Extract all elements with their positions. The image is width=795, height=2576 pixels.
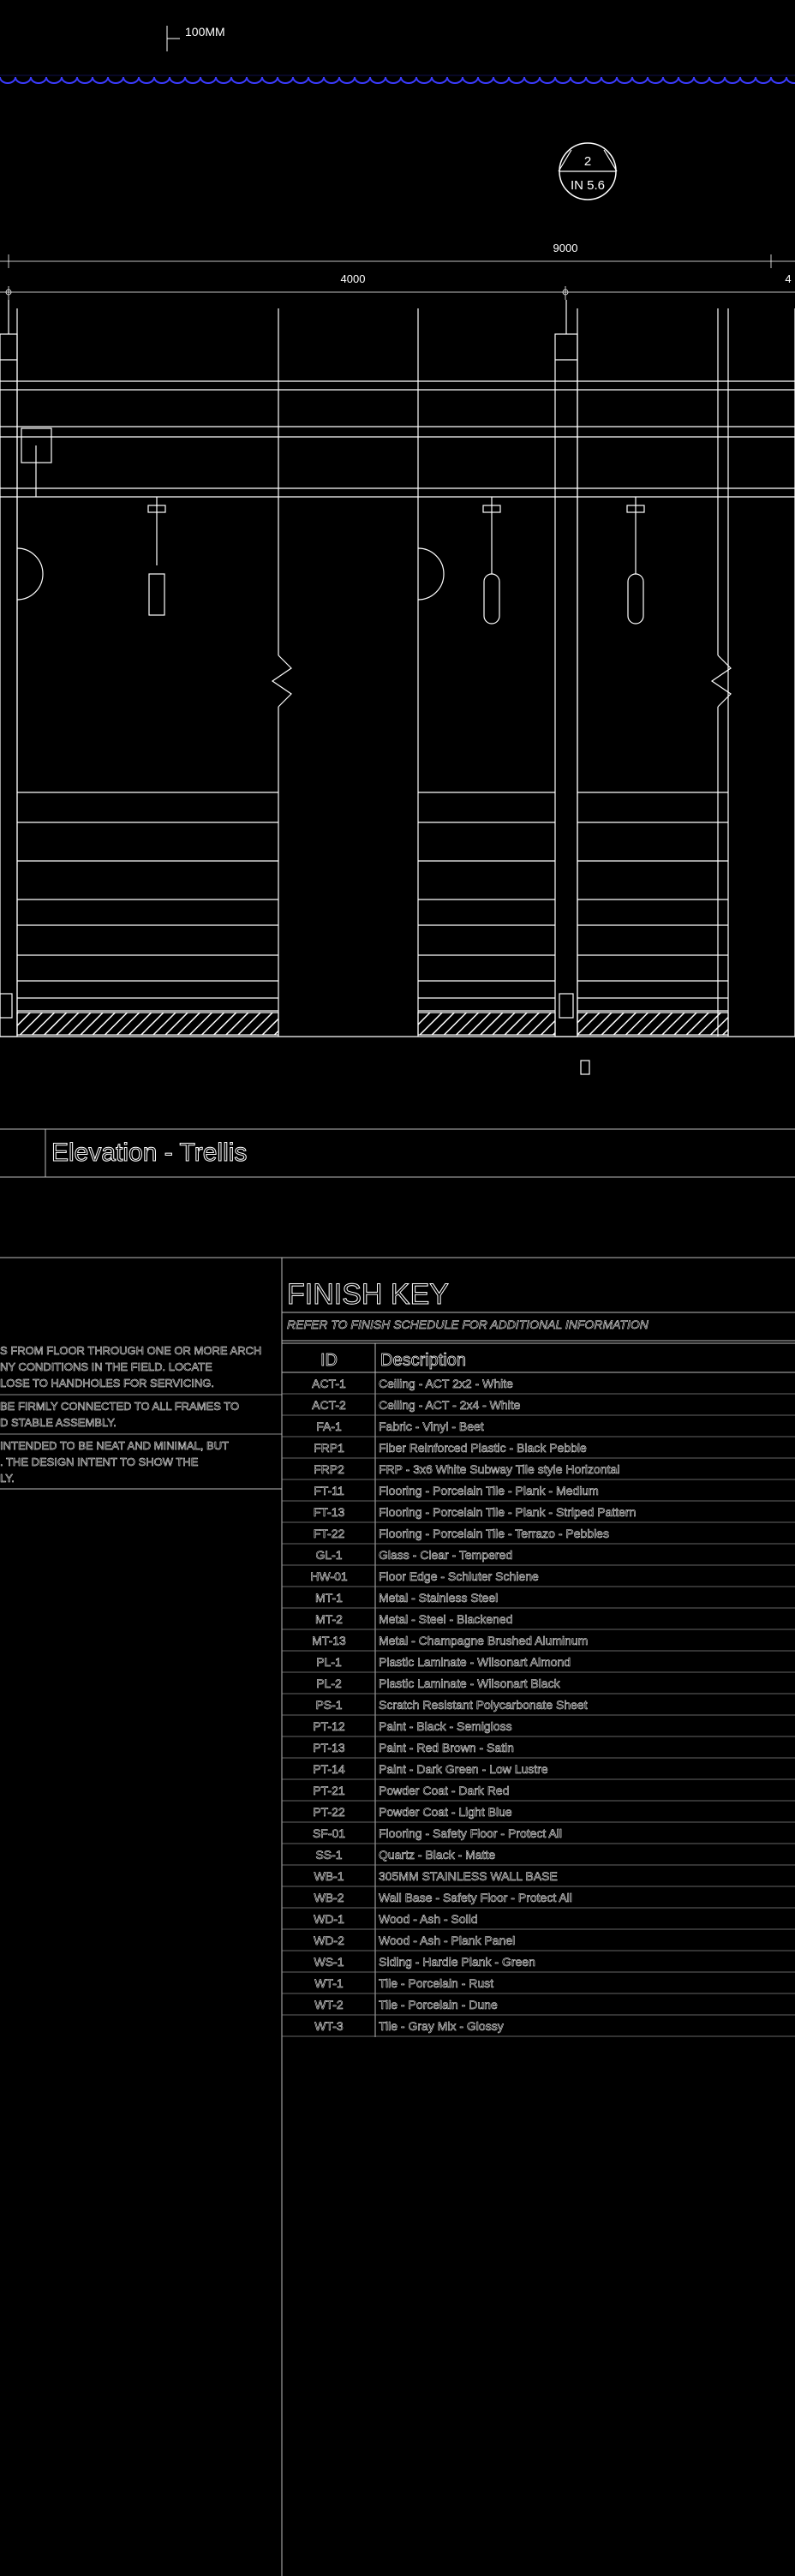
finish-description: Ceiling - ACT - 2x4 - White bbox=[379, 1398, 521, 1412]
finish-id: WT-1 bbox=[314, 1976, 344, 1990]
finish-id: WB-2 bbox=[314, 1891, 344, 1904]
finish-key-row bbox=[282, 1398, 795, 1415]
finish-description: Tile - Porcelain - Dune bbox=[379, 1998, 498, 2011]
finish-id: PL-1 bbox=[316, 1655, 342, 1669]
overall-dimension-label: 9000 bbox=[553, 242, 578, 254]
finish-id: SF-01 bbox=[312, 1826, 346, 1840]
finish-description: Metal - Steel - Blackened bbox=[379, 1612, 513, 1626]
callout-number: 2 bbox=[583, 154, 592, 169]
finish-id: PT-21 bbox=[313, 1784, 345, 1797]
finish-key-row bbox=[282, 1848, 795, 1865]
section-title: Elevation - Trellis bbox=[51, 1139, 248, 1167]
section-title-block bbox=[0, 1129, 795, 1177]
finish-key-row bbox=[282, 1719, 795, 1736]
finish-id: PT-13 bbox=[313, 1741, 345, 1754]
finish-description: Metal - Champagne Brushed Aluminum bbox=[379, 1634, 589, 1647]
finish-key-row bbox=[282, 1441, 795, 1458]
finish-key-rows bbox=[282, 1377, 795, 2036]
finish-key-row bbox=[282, 1462, 795, 1479]
finish-id: GL-1 bbox=[315, 1548, 343, 1562]
finish-key-row bbox=[282, 1676, 795, 1694]
finish-description: Powder Coat - Light Blue bbox=[379, 1805, 512, 1819]
finish-description: Floor Edge - Schluter Schiene bbox=[379, 1569, 539, 1583]
finish-description: Paint - Black - Semigloss bbox=[379, 1719, 512, 1733]
finish-key-row bbox=[282, 1505, 795, 1522]
right-dimension-label: 4 bbox=[785, 272, 792, 285]
finish-description: Plastic Laminate - Wilsonart Almond bbox=[379, 1655, 571, 1669]
finish-id: WD-1 bbox=[314, 1912, 344, 1926]
finish-key-row bbox=[282, 1933, 795, 1951]
finish-description: Plastic Laminate - Wilsonart Black bbox=[379, 1676, 560, 1690]
section-callout[interactable] bbox=[559, 143, 617, 200]
finish-id: FA-1 bbox=[316, 1419, 342, 1433]
finish-description: Paint - Red Brown - Satin bbox=[379, 1741, 514, 1754]
finish-id: WS-1 bbox=[314, 1955, 344, 1969]
top-dimension-label: 100MM bbox=[185, 25, 225, 39]
finish-key-row bbox=[282, 1655, 795, 1672]
finish-id: PT-12 bbox=[313, 1719, 345, 1733]
finish-key-row bbox=[282, 1698, 795, 1715]
finish-id: FRP1 bbox=[314, 1441, 344, 1455]
finish-key-row bbox=[282, 2019, 795, 2036]
finish-id: PS-1 bbox=[315, 1698, 343, 1712]
finish-key-row bbox=[282, 1527, 795, 1544]
finish-key bbox=[282, 1278, 795, 2037]
finish-description: Flooring - Porcelain Tile - Plank - Striped Pattern bbox=[379, 1505, 637, 1519]
finish-key-col-id: ID bbox=[320, 1351, 338, 1370]
finish-key-row bbox=[282, 1998, 795, 2015]
finish-key-row bbox=[282, 1912, 795, 1929]
finish-description: Flooring - Porcelain Tile - Plank - Medium bbox=[379, 1484, 599, 1497]
finish-id: ACT-1 bbox=[312, 1377, 346, 1390]
finish-description: Flooring - Safety Floor - Protect All bbox=[379, 1826, 562, 1840]
finish-key-row bbox=[282, 1869, 795, 1886]
finish-key-subtitle: REFER TO FINISH SCHEDULE FOR ADDITIONAL INFORMATION bbox=[287, 1318, 649, 1331]
finish-key-row bbox=[282, 1891, 795, 1908]
note-line: NY CONDITIONS IN THE FIELD. LOCATE bbox=[0, 1360, 212, 1373]
finish-id: WD-2 bbox=[314, 1933, 344, 1947]
finish-description: Wood - Ash - Plank Panel bbox=[379, 1933, 516, 1947]
finish-id: WT-3 bbox=[314, 2019, 344, 2033]
span-dimension bbox=[0, 272, 795, 300]
finish-description: Wall Base - Safety Floor - Protect All bbox=[379, 1891, 572, 1904]
note-line: . THE DESIGN INTENT TO SHOW THE bbox=[0, 1455, 199, 1468]
finish-description: Tile - Porcelain - Rust bbox=[379, 1976, 494, 1990]
finish-description: Siding - Hardie Plank - Green bbox=[379, 1955, 535, 1969]
finish-id: FRP2 bbox=[314, 1462, 344, 1476]
finish-description: Powder Coat - Dark Red bbox=[379, 1784, 510, 1797]
note-line: S FROM FLOOR THROUGH ONE OR MORE ARCH bbox=[0, 1344, 262, 1357]
finish-id: MT-13 bbox=[312, 1634, 346, 1647]
top-dimension bbox=[167, 25, 225, 51]
finish-key-row bbox=[282, 1805, 795, 1822]
finish-key-row bbox=[282, 1955, 795, 1972]
revision-cloud-line bbox=[0, 77, 795, 83]
finish-key-col-desc: Description bbox=[380, 1351, 467, 1370]
finish-id: MT-2 bbox=[315, 1612, 343, 1626]
callout-sheet: IN 5.6 bbox=[570, 178, 606, 193]
finish-description: FRP - 3x6 White Subway Tile style Horizontal bbox=[379, 1462, 620, 1476]
finish-description: Ceiling - ACT 2x2 - White bbox=[379, 1377, 513, 1390]
finish-key-row bbox=[282, 1484, 795, 1501]
finish-key-row bbox=[282, 1591, 795, 1608]
finish-id: PT-14 bbox=[313, 1762, 345, 1776]
finish-key-row bbox=[282, 1784, 795, 1801]
finish-description: Fabric - Vinyl - Beet bbox=[379, 1419, 484, 1433]
finish-id: ACT-2 bbox=[312, 1398, 346, 1412]
finish-description: Tile - Gray Mix - Glossy bbox=[379, 2019, 504, 2033]
finish-description: Flooring - Porcelain Tile - Terrazo - Pebbles bbox=[379, 1527, 609, 1540]
finish-id: MT-1 bbox=[315, 1591, 343, 1605]
finish-key-row bbox=[282, 1548, 795, 1565]
finish-id: WT-2 bbox=[314, 1998, 344, 2011]
finish-description: Wood - Ash - Solid bbox=[379, 1912, 478, 1926]
finish-id: PT-22 bbox=[313, 1805, 345, 1819]
finish-key-row bbox=[282, 1976, 795, 1993]
note-line: LY. bbox=[0, 1472, 15, 1485]
finish-key-row bbox=[282, 1741, 795, 1758]
finish-id: FT-22 bbox=[313, 1527, 345, 1540]
finish-key-row bbox=[282, 1634, 795, 1651]
finish-description: Glass - Clear - Tempered bbox=[379, 1548, 513, 1562]
note-line: D STABLE ASSEMBLY. bbox=[0, 1416, 117, 1429]
finish-key-title: FINISH KEY bbox=[287, 1278, 449, 1311]
finish-description: Scratch Resistant Polycarbonate Sheet bbox=[379, 1698, 588, 1712]
finish-key-row bbox=[282, 1569, 795, 1587]
finish-description: Paint - Dark Green - Low Lustre bbox=[379, 1762, 548, 1776]
finish-id: WB-1 bbox=[314, 1869, 344, 1883]
finish-id: HW-01 bbox=[310, 1569, 348, 1583]
finish-id: FT-11 bbox=[314, 1484, 344, 1497]
finish-key-row bbox=[282, 1826, 795, 1844]
note-line: INTENDED TO BE NEAT AND MINIMAL, BUT bbox=[0, 1439, 230, 1452]
finish-description: Quartz - Black - Matte bbox=[379, 1848, 496, 1862]
finish-id: SS-1 bbox=[315, 1848, 343, 1862]
finish-key-row bbox=[282, 1377, 795, 1394]
finish-description: Fiber Reinforced Plastic - Black Pebble bbox=[379, 1441, 587, 1455]
elevation-drawing bbox=[0, 300, 795, 1074]
finish-id: FT-13 bbox=[313, 1505, 345, 1519]
finish-key-row bbox=[282, 1612, 795, 1629]
finish-id: PL-2 bbox=[316, 1676, 342, 1690]
note-line: BE FIRMLY CONNECTED TO ALL FRAMES TO bbox=[0, 1400, 240, 1413]
finish-key-row bbox=[282, 1762, 795, 1779]
overall-dimension bbox=[0, 242, 795, 268]
trellis-slats bbox=[17, 792, 728, 1011]
finish-key-row bbox=[282, 1419, 795, 1437]
finish-description: Metal - Stainless Steel bbox=[379, 1591, 499, 1605]
note-line: LOSE TO HANDHOLES FOR SERVICING. bbox=[0, 1377, 214, 1390]
finish-description: 305MM STAINLESS WALL BASE bbox=[379, 1869, 558, 1883]
span-dimension-label: 4000 bbox=[340, 272, 366, 285]
